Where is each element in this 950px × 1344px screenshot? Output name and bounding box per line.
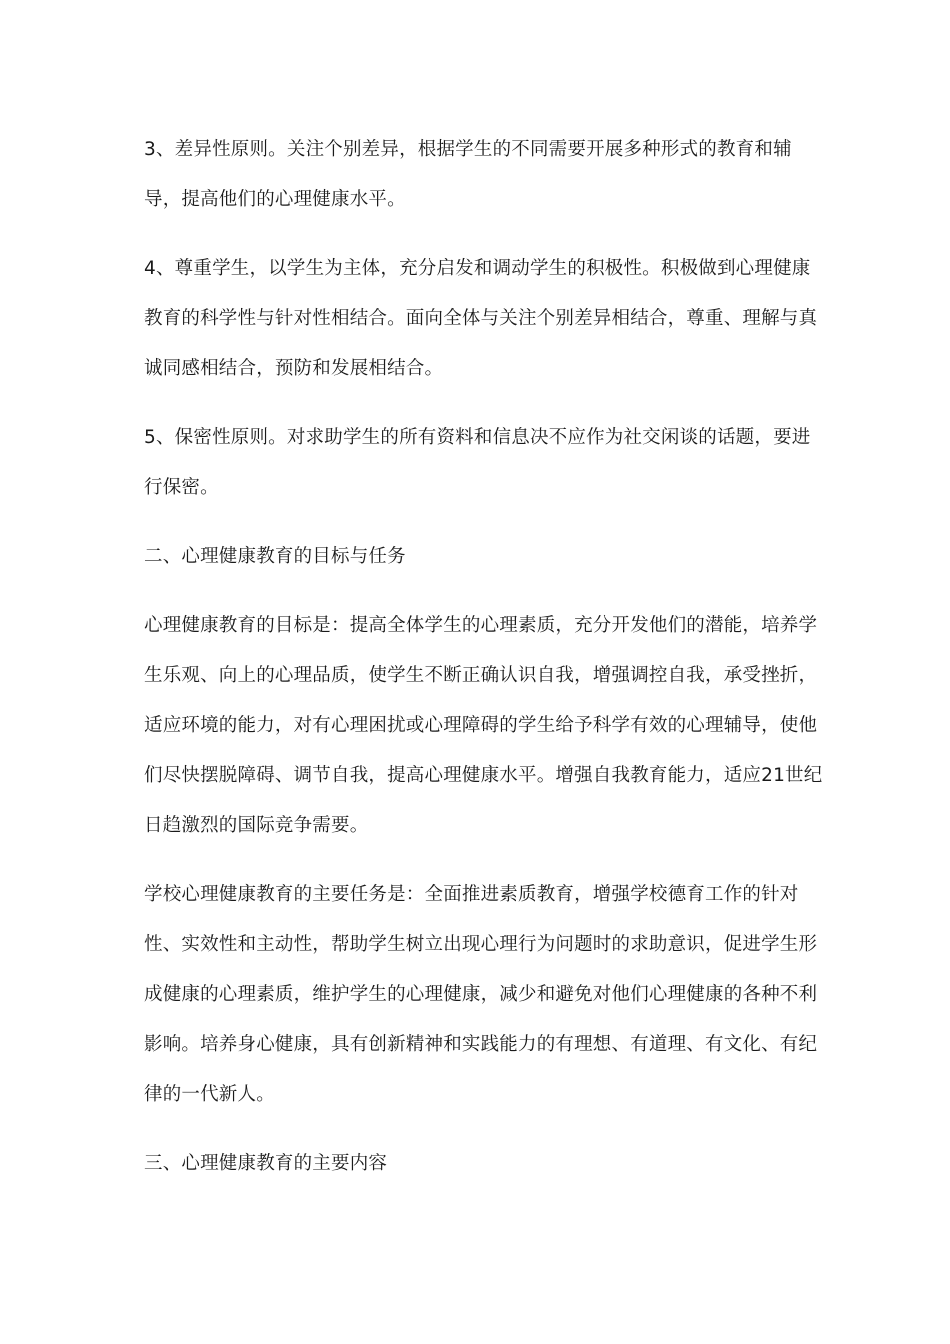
- document-body: [144, 125, 824, 1208]
- paragraph-principle-4: 4、尊重学生，以学生为主体，充分启发和调动学生的积极性。积极做到心理健康教育的科学性与针对性相结合。面向全体与关注个别差异相结合，尊重、理解与真诚同感相结合，预防和发展相结合。: [144, 258, 818, 379]
- section-heading-main-content: 三、心理健康教育的主要内容: [144, 1153, 388, 1174]
- section-heading-goals-tasks: 二、心理健康教育的目标与任务: [144, 546, 406, 567]
- paragraph-goals: 心理健康教育的目标是：提高全体学生的心理素质，充分开发他们的潜能，培养学生乐观、向上的心理品质，使学生不断正确认识自我，增强调控自我，承受挫折，适应环境的能力，对有心理困扰或心理障碍的学生给予科学有效的心理辅导，使他们尽快摆脱障碍、调节自我，提高心理健康水平。增强自我教育能力，适应21世纪日趋激烈的国际竞争需要。: [144, 615, 823, 836]
- paragraph-principle-5: 5、保密性原则。对求助学生的所有资料和信息决不应作为社交闲谈的话题，要进行保密。: [144, 427, 811, 498]
- paragraph-principle-3: 3、差异性原则。关注个别差异，根据学生的不同需要开展多种形式的教育和辅导，提高他们的心理健康水平。: [144, 139, 792, 210]
- paragraph-tasks: 学校心理健康教育的主要任务是：全面推进素质教育，增强学校德育工作的针对性、实效性和主动性，帮助学生树立出现心理行为问题时的求助意识，促进学生形成健康的心理素质，维护学生的心理健康，减少和避免对他们心理健康的各种不利影响。培养身心健康，具有创新精神和实践能力的有理想、有道理、有文化、有纪律的一代新人。: [144, 884, 818, 1105]
